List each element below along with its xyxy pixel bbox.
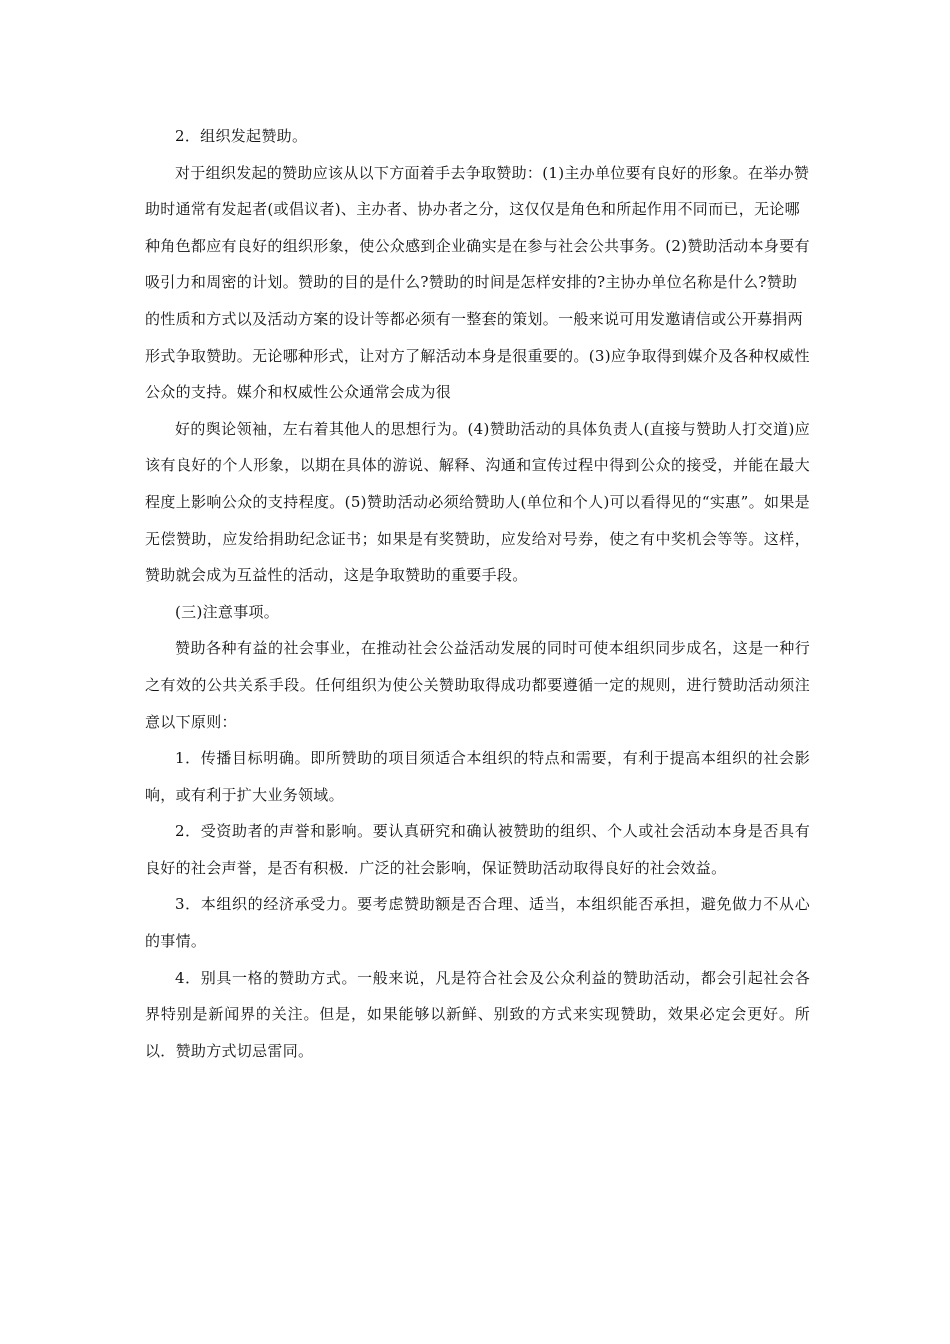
paragraph-notes-intro: 赞助各种有益的社会事业，在推动社会公益活动发展的同时可使本组织同步成名，这是一种行之有效的公共关系手段。任何组织为使公关赞助取得成功都要遵循一定的规则，进行赞助活动须注意以下原则： <box>145 639 810 731</box>
paragraph-opinion-leaders: 好的舆论领袖，左右着其他人的思想行为。(4)赞助活动的具体负责人(直接与赞助人打交道)应该有良好的个人形象，以期在具体的游说、解释、沟通和宣传过程中得到公众的接受，并能在最大程度上影响公众的支持程度。(5)赞助活动必须给赞助人(单位和个人)可以看得见的“实惠”。如果是无偿赞助，应发给捐助纪念证书；如果是有奖赞助，应发给对号券，使之有中奖机会等等。这样，赞助就会成为互益性的活动，这是争取赞助的重要手段。 <box>145 419 810 585</box>
paragraph-principle-1: 1．传播目标明确。即所赞助的项目须适合本组织的特点和需要，有利于提高本组织的社会影响，或有利于扩大业务领域。 <box>145 749 810 804</box>
paragraph-organized-sponsorship-heading: 2．组织发起赞助。 <box>175 127 308 145</box>
paragraph-principle-3: 3．本组织的经济承受力。要考虑赞助额是否合理、适当，本组织能否承担，避免做力不从心的事情。 <box>145 895 810 951</box>
paragraph-principle-2: 2．受资助者的声誉和影响。要认真研究和确认被赞助的组织、个人或社会活动本身是否具有良好的社会声誉，是否有积极．广泛的社会影响，保证赞助活动取得良好的社会效益。 <box>145 822 810 877</box>
paragraph-sponsorship-methods: 对于组织发起的赞助应该从以下方面着手去争取赞助：(1)主办单位要有良好的形象。在举办赞助时通常有发起者(或倡议者)、主办者、协办者之分，这仅仅是角色和所起作用不同而已，无论哪种角色都应有良好的组织形象，使公众感到企业确实是在参与社会公共事务。(2)赞助活动本身要有吸引力和周密的计划。赞助的目的是什么?赞助的时间是怎样安排的?主协办单位名称是什么?赞助的性质和方式以及活动方案的设计等都必须有一整套的策划。一般来说可用发邀请信或公开募捐两形式争取赞助。无论哪种形式，让对方了解活动本身是很重要的。(3)应争取得到媒介及各种权威性公众的支持。媒介和权威性公众通常会成为很 <box>145 163 810 402</box>
document-body <box>145 118 810 1069</box>
paragraph-notes-heading: (三)注意事项。 <box>175 602 280 621</box>
paragraph-principle-4: 4．别具一格的赞助方式。一般来说，凡是符合社会及公众利益的赞助活动，都会引起社会各界特别是新闻界的关注。但是，如果能够以新鲜、别致的方式来实现赞助，效果必定会更好。所以．赞助方式切忌雷同。 <box>145 968 810 1060</box>
